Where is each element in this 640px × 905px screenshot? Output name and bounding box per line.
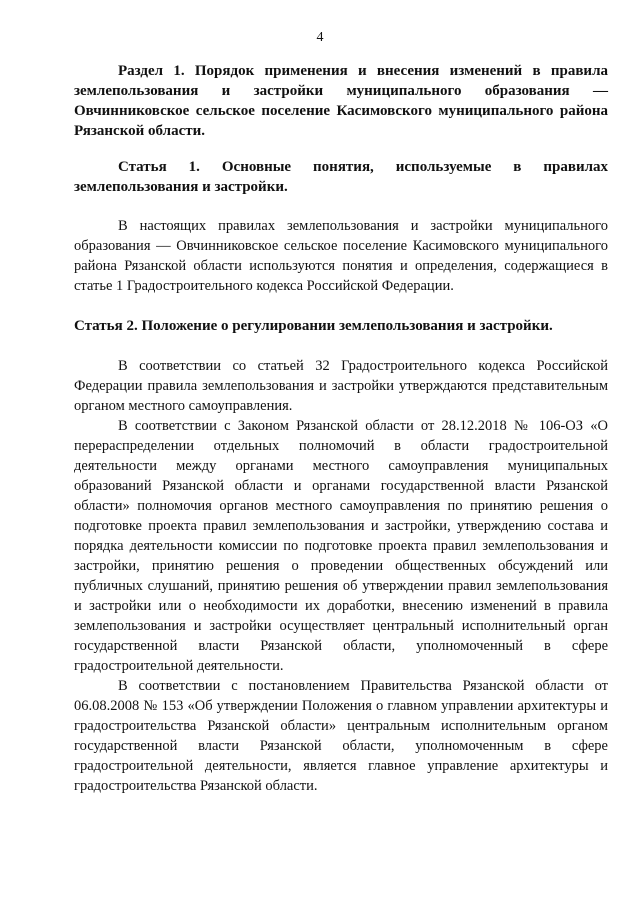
paragraph: В соответствии с постановлением Правительства Рязанской области от 06.08.2008 № 153 «Об утверждении Положения о главном управлении архитектуры и градостроительства Рязанской области» центральным исполнительным органом государственной власти Рязанской области, уполномоченным в сфере градостроительной деятельности, является главное управление архитектуры и градостроительства Рязанской области. <box>74 678 608 794</box>
page-number: 4 <box>316 30 324 45</box>
article-1-body <box>74 216 608 296</box>
paragraph: В настоящих правилах землепользования и застройки муниципального образования — Овчинниковское сельское поселение Касимовского муниципального района Рязанской области используются понятия и определения, содержащиеся в статье 1 Градостроительного кодекса Российской Федерации. <box>74 218 608 294</box>
section-heading: Раздел 1. Порядок применения и внесения изменений в правила землепользования и застройки муниципального образования — Овчинниковское сельское поселение Касимовского муниципального района Рязанской области. <box>74 63 608 139</box>
paragraph: В соответствии с Законом Рязанской области от 28.12.2018 № 106-ОЗ «О перераспределении отдельных полномочий в области градостроительной деятельности между органами местного самоуправления муниципальных образований Рязанской области и органами государственной власти Рязанской области» полномочия органов местного самоуправления по принятию решения о подготовке проекта правил землепользования и застройки, утверждению состава и порядка деятельности комиссии по подготовке проекта правил землепользования и застройки, принятию решения о проведении общественных обсуждений или публичных слушаний, принятию решения об утверждении правил землепользования и застройки или о необходимости их доработки, внесению изменений в правила землепользования и застройки осуществляет центральный исполнительный орган государственной власти Рязанской области, уполномоченный в сфере градостроительной деятельности. <box>74 418 608 674</box>
article-1-heading: Статья 1. Основные понятия, используемые в правилах землепользования и застройки. <box>74 159 608 195</box>
article-2-body <box>74 356 608 796</box>
paragraph: В соответствии со статьей 32 Градостроительного кодекса Российской Федерации правила землепользования и застройки утверждаются представительным органом местного самоуправления. <box>74 358 608 414</box>
article-2-heading: Статья 2. Положение о регулировании землепользования и застройки. <box>74 318 553 334</box>
